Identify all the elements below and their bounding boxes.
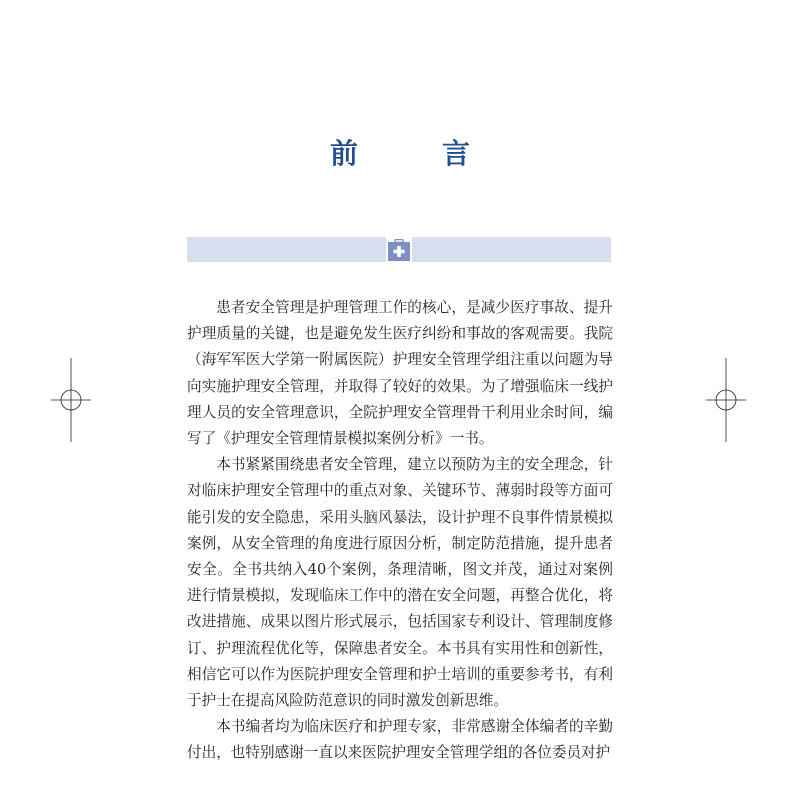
first-aid-kit-icon bbox=[386, 236, 412, 262]
page-title: 前 言 bbox=[329, 137, 498, 170]
paragraph: 本书紧紧围绕患者安全管理，建立以预防为主的安全理念，针对临床护理安全管理中的重点对象、关键环节、薄弱时段等方面可能引发的安全隐患，采用头脑风暴法，设计护理不良事件情景模拟案例，从安全管理的角度进行原因分析，制定防范措施，提升患者安全。全书共纳入40个案例，条理清晰，图文并茂，通过对案例进行情景模拟，发现临床工作中的潜在安全问题，再整合优化，将改进措施、成果以图片形式展示，包括国家专利设计、管理制度修订、护理流程优化等，保障患者安全。本书具有实用性和创新性，相信它可以作为医院护理安全管理和护士培训的重要参考书，有利于护士在提高风险防范意识的同时激发创新思维。 bbox=[187, 456, 613, 710]
paragraph: 本书编者均为临床医疗和护理专家，非常感谢全体编者的辛勤付出，也特别感谢一直以来医院护理安全管理学组的各位委员对护 bbox=[187, 718, 613, 762]
registration-mark-icon bbox=[706, 358, 746, 442]
registration-mark-icon bbox=[51, 358, 91, 442]
preface-body bbox=[187, 295, 613, 767]
paragraph: 患者安全管理是护理管理工作的核心，是减少医疗事故、提升护理质量的关键，也是避免发生医疗纠纷和事故的客观需要。我院（海军军医大学第一附属医院）护理安全管理学组注重以问题为导向实施护理安全管理，并取得了较好的效果。为了增强临床一线护理人员的安全管理意识，全院护理安全管理骨干利用业余时间，编写了《护理安全管理情景模拟案例分析》一书。 bbox=[187, 299, 613, 448]
